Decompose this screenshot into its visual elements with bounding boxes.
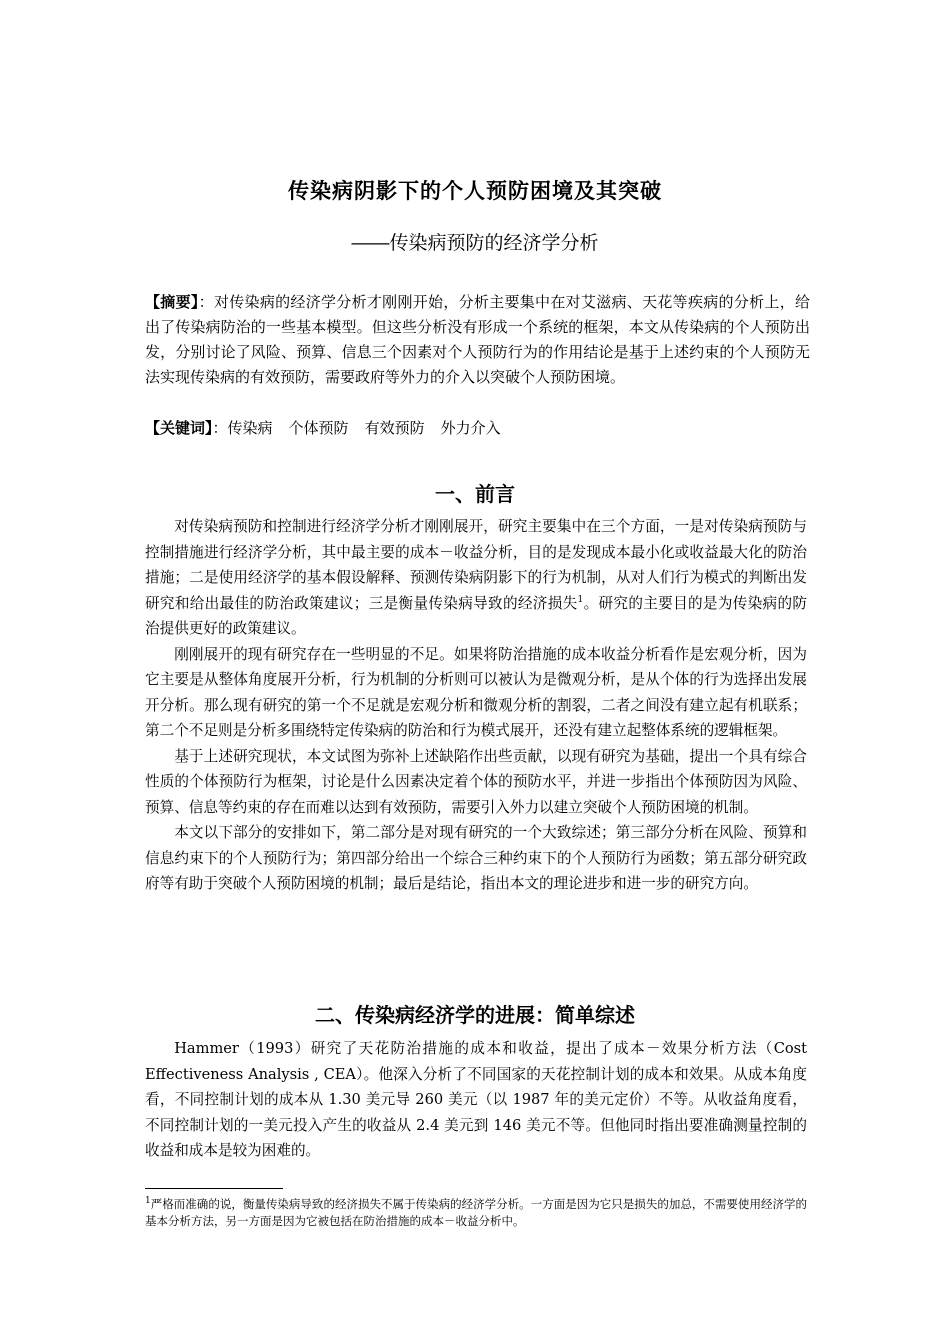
abstract-text: 对传染病的经济学分析才刚刚开始，分析主要集中在对艾滋病、天花等疾病的分析上，给出了传染病防治的一些基本模型。但这些分析没有形成一个系统的框架，本文从传染病的个人预防出发，分别讨论了风险、预算、信息三个因素对个人预防行为的作用结论是基于上述约束的个人预防无法实现传染病的有效预防，需要政府等外力的介入以突破个人预防困境。 [145, 294, 810, 386]
keyword: 外力介入 [440, 420, 501, 437]
footnote-divider [145, 1188, 283, 1189]
footnote-reference: 1 [577, 594, 584, 605]
abstract [145, 290, 810, 390]
abstract-label: 【摘要】 [145, 294, 199, 311]
paper-title: 传染病阴影下的个人预防困境及其突破 [288, 179, 662, 203]
keywords-label: 【关键词】 [145, 420, 213, 437]
paragraph-text: 对传染病预防和控制进行经济学分析才刚刚展开，研究主要集中在三个方面，一是对传染病预防与控制措施进行经济学分析，其中最主要的成本－收益分析，目的是发现成本最小化或收益最大化的防治措施；二是使用经济学的基本假设解释、预测传染病阴影下的行为机制，从对人们行为模式的判断出发研究和给出最佳的防治政策建议；三是衡量传染病导致的经济损失 [145, 518, 807, 612]
paragraph: 基于上述研究现状，本文试图为弥补上述缺陷作出些贡献，以现有研究为基础，提出一个具有综合性质的个体预防行为框架，讨论是什么因素决定着个体的预防水平，并进一步指出个体预防因为风险、预算、信息等约束的存在而难以达到有效预防，需要引入外力以建立突破个人预防困境的机制。 [145, 747, 807, 816]
paragraph-text: 。研究的主要目的是为传染病的防治提供更好的政策建议。 [145, 594, 807, 637]
keyword: 个体预防 [288, 420, 349, 437]
keyword: 传染病 [227, 420, 273, 437]
footnote-text: 严格而准确的说，衡量传染病导致的经济损失不属于传染病的经济学分析。一方面是因为它只是损失的加总，不需要使用经济学的基本分析方法，另一方面是因为它被包括在防治措施的成本－收益分析中。 [145, 1197, 807, 1228]
section-heading-review: 二、传染病经济学的进展：简单综述 [315, 1003, 635, 1027]
keywords [145, 416, 810, 441]
abstract-separator: ： [198, 294, 214, 311]
section-intro-body [145, 514, 807, 897]
paragraph: 刚刚展开的现有研究存在一些明显的不足。如果将防治措施的成本收益分析看作是宏观分析，因为它主要是从整体角度展开分析，行为机制的分析则可以被认为是微观分析，是从个体的行为选择出发展开分析。那么现有研究的第一个不足就是宏观分析和微观分析的割裂，二者之间没有建立起有机联系；第二个不足则是分析多围绕特定传染病的防治和行为模式展开，还没有建立起整体系统的逻辑框架。 [145, 645, 807, 739]
keyword: 有效预防 [364, 420, 425, 437]
footnote-mark: 1 [145, 1196, 151, 1207]
paragraph: Hammer（1993）研究了天花防治措施的成本和收益，提出了成本－效果分析方法（Cost Effectiveness Analysis , CEA）。他深入分析了不同国家的天花控制计划的成本和效果。从成本角度看，不同控制计划的成本从 1.30 美元导 260 美元（以 1987 年的美元定价）不等。从收益角度看，不同控制计划的一美元投入产生的收益从 2.4 美元到 146 美元不等。但他同时指出要准确测量控制的收益和成本是较为困难的。 [145, 1040, 807, 1159]
paper-subtitle: ——传染病预防的经济学分析 [351, 233, 599, 254]
footnote [145, 1196, 807, 1230]
keywords-separator: ： [212, 420, 228, 437]
section-heading-intro: 一、前言 [435, 482, 515, 506]
paragraph: 本文以下部分的安排如下，第二部分是对现有研究的一个大致综述；第三部分分析在风险、预算和信息约束下的个人预防行为；第四部分给出一个综合三种约束下的个人预防行为函数；第五部分研究政府等有助于突破个人预防困境的机制；最后是结论，指出本文的理论进步和进一步的研究方向。 [145, 824, 807, 892]
section-review-body [145, 1036, 807, 1164]
paragraph [145, 514, 807, 642]
